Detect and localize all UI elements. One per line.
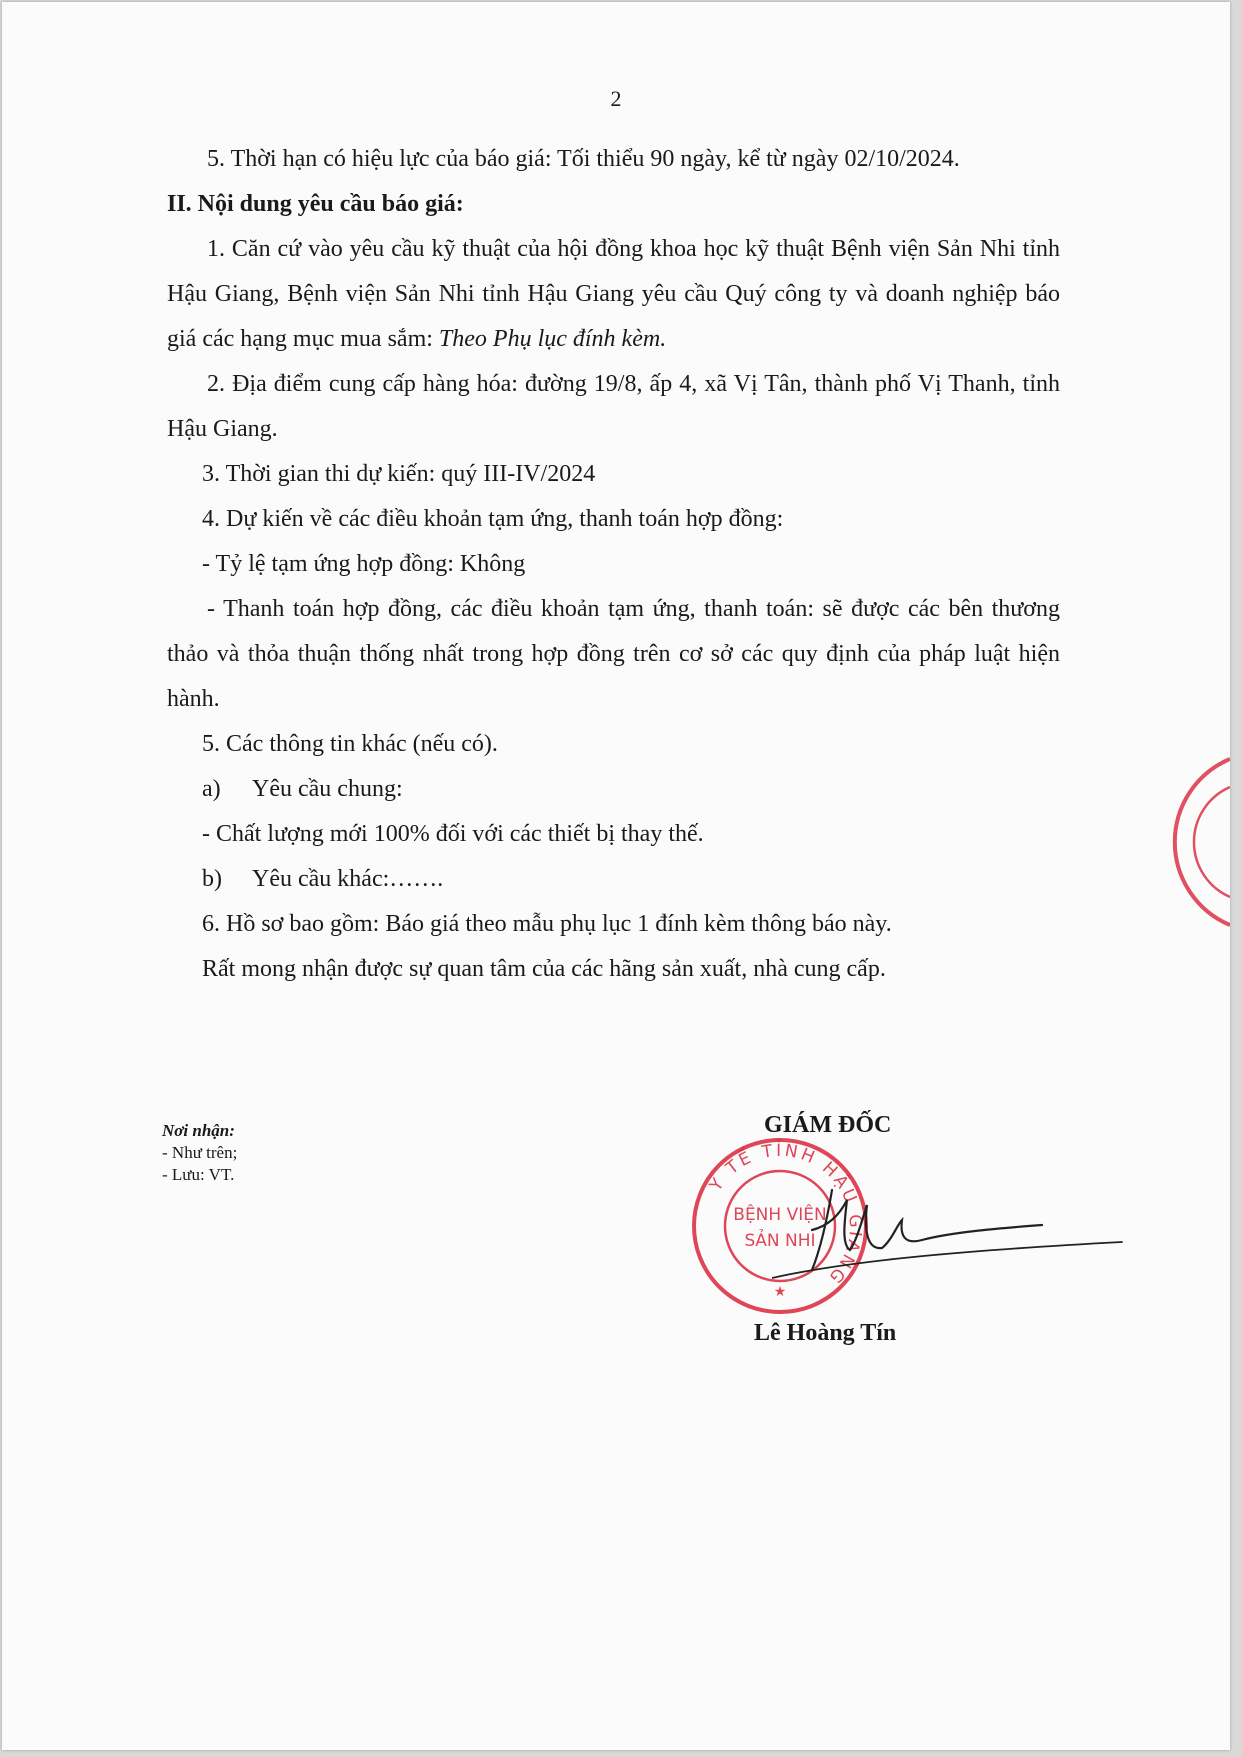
seal-inner-line1: BỆNH VIỆN (733, 1205, 827, 1225)
signer-name: Lê Hoàng Tín (754, 1320, 897, 1346)
document-body (167, 137, 1060, 992)
seal-star-icon: ★ (773, 1284, 787, 1300)
paragraph-quality: - Chất lượng mới 100% đối với các thiết bị thay thế. (202, 821, 704, 847)
recipients-title: Nơi nhận: (162, 1121, 235, 1140)
paragraph-advance-rate: - Tỷ lệ tạm ứng hợp đồng: Không (202, 551, 526, 577)
document-page (2, 2, 1230, 1750)
item-b (167, 857, 1060, 902)
edge-seal-fragment (1160, 757, 1230, 927)
paragraph-documents: 6. Hồ sơ bao gồm: Báo giá theo mẫu phụ lục 1 đính kèm thông báo này. (202, 911, 892, 937)
paragraph-requirement-1-text: 1. Căn cứ vào yêu cầu kỹ thuật của hội đồng khoa học kỹ thuật Bệnh viện Sản Nhi tỉnh Hậu Giang, Bệnh viện Sản Nhi tỉnh Hậu Giang yêu cầu Quý công ty và doanh nghiệp báo giá các hạng mục mua sắm: (167, 236, 1060, 352)
paragraph-closing: Rất mong nhận được sự quan tâm của các hãng sản xuất, nhà cung cấp. (202, 956, 886, 982)
paragraph-validity: 5. Thời hạn có hiệu lực của báo giá: Tối thiểu 90 ngày, kể từ ngày 02/10/2024. (207, 146, 960, 172)
paragraph-delivery-location: 2. Địa điểm cung cấp hàng hóa: đường 19/8, ấp 4, xã Vị Tân, thành phố Vị Thanh, tỉnh Hậu Giang. (167, 371, 1060, 442)
signer-title: GIÁM ĐỐC (764, 1112, 892, 1138)
seal-outer-text: Y TẾ TỈNH HẬU GIANG (705, 1140, 866, 1289)
paragraph-payment-terms: 4. Dự kiến về các điều khoản tạm ứng, thanh toán hợp đồng: (202, 506, 784, 532)
recipient-item: - Lưu: VT. (162, 1165, 235, 1184)
item-a (167, 767, 1060, 812)
item-a-label: a) (202, 776, 221, 802)
paragraph-requirement-1 (167, 227, 1060, 362)
handwritten-signature (772, 1170, 1132, 1290)
appendix-reference: Theo Phụ lục đính kèm. (438, 326, 667, 352)
page-number: 2 (610, 86, 622, 111)
paragraph-other-info: 5. Các thông tin khác (nếu có). (202, 731, 498, 757)
item-b-text: Yêu cầu khác:……. (252, 866, 444, 892)
paragraph-payment-details: - Thanh toán hợp đồng, các điều khoản tạm ứng, thanh toán: sẽ được các bên thương thảo và thỏa thuận thống nhất trong hợp đồng trên cơ sở các quy định của pháp luật hiện hành. (167, 596, 1060, 712)
item-a-text: Yêu cầu chung: (252, 776, 403, 802)
section-heading-ii: II. Nội dung yêu cầu báo giá: (167, 191, 464, 217)
seal-inner-line2: SẢN NHI (744, 1231, 816, 1251)
recipient-item: - Như trên; (162, 1143, 238, 1162)
item-b-label: b) (202, 866, 222, 892)
paragraph-schedule: 3. Thời gian thi dự kiến: quý III-IV/2024 (202, 461, 596, 487)
recipients-block (162, 1120, 237, 1186)
